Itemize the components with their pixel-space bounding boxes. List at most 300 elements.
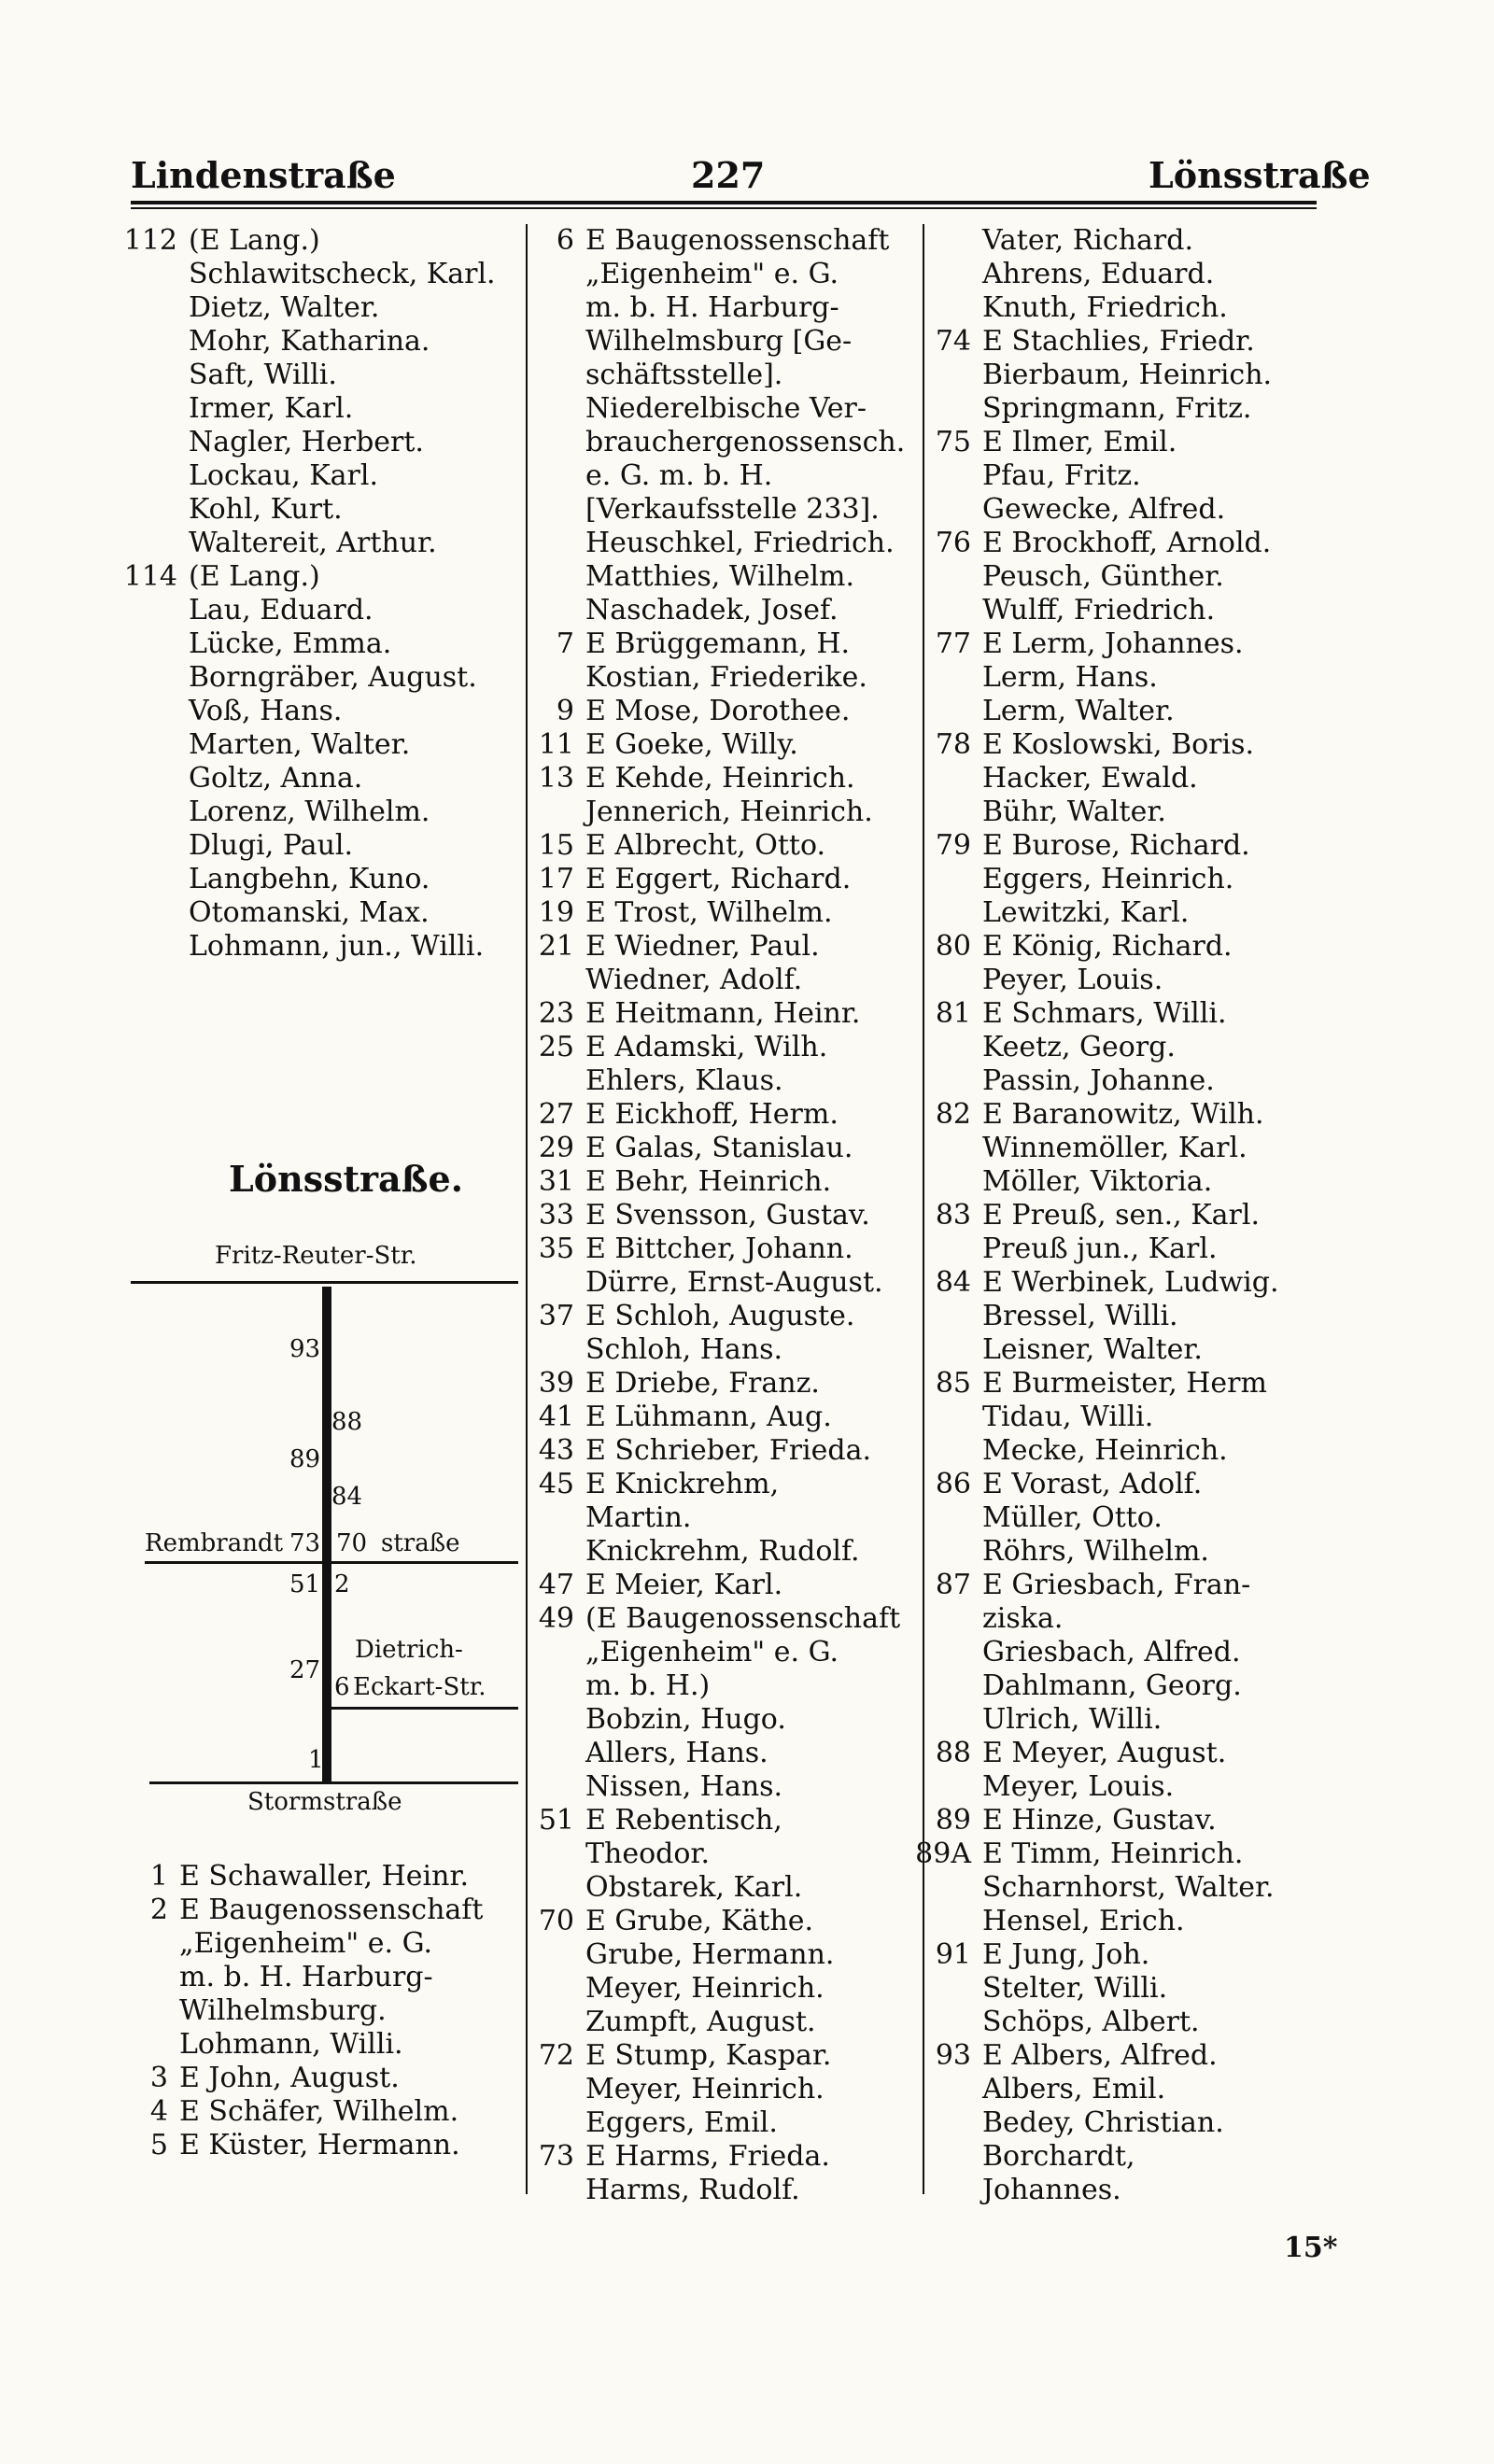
list-item (915, 695, 1317, 728)
entry-text: Müller, Otto. (982, 1501, 1163, 1534)
entry-text: E Lühmann, Aug. (585, 1401, 832, 1433)
house-number: 21 (538, 930, 574, 963)
house-number: 73 (538, 2140, 574, 2173)
list-item (915, 2140, 1317, 2174)
entry-text: Eggers, Emil. (585, 2106, 778, 2139)
list-item (121, 896, 523, 930)
list-item (121, 291, 523, 325)
list-item (518, 1266, 929, 1300)
entry-text: E Meier, Karl. (585, 1569, 783, 1601)
entry-text: Ehlers, Klaus. (585, 1064, 783, 1097)
entry-text: Winnemöller, Karl. (982, 1132, 1247, 1164)
house-number: 41 (538, 1401, 574, 1433)
entry-text: Röhrs, Wilhelm. (982, 1535, 1209, 1568)
list-item (121, 762, 523, 796)
entry-text: Mecke, Heinrich. (982, 1434, 1228, 1467)
entry-text: (E Baugenossenschaft (585, 1602, 901, 1635)
top-street-line (131, 1281, 518, 1284)
list-item (518, 1972, 929, 2006)
column-1-bottom-entries (112, 1860, 523, 2162)
section-title: Lönsstraße. (229, 1158, 463, 1200)
list-item (518, 2039, 929, 2073)
house-number: 6 (556, 224, 574, 257)
entry-text: Wilhelmsburg [Ge- (585, 325, 853, 358)
list-item (915, 1401, 1317, 1434)
list-item (518, 258, 929, 291)
list-item (518, 2174, 929, 2207)
entry-text: Lohmann, Willi. (179, 2028, 403, 2061)
header-rule-thin (131, 207, 1317, 209)
entry-text: e. G. m. b. H. (585, 459, 773, 492)
list-item (518, 1837, 929, 1871)
list-item (915, 224, 1317, 258)
entry-text: Lerm, Hans. (982, 661, 1158, 694)
list-item (518, 2073, 929, 2106)
entry-text: E Wiedner, Paul. (585, 930, 820, 963)
list-item (518, 964, 929, 997)
list-item (915, 1569, 1317, 1602)
list-item (518, 1669, 929, 1703)
house-number: 27 (538, 1098, 574, 1131)
entry-text: „Eigenheim" e. G. (585, 1636, 839, 1668)
list-item (915, 1165, 1317, 1199)
entry-text: Bühr, Walter. (982, 796, 1166, 828)
list-item (121, 224, 523, 258)
house-number: 17 (538, 863, 574, 895)
entry-text: E Heitmann, Heinr. (585, 997, 861, 1030)
list-item (915, 258, 1317, 291)
house-number: 75 (935, 426, 971, 458)
entry-text: Peyer, Louis. (982, 964, 1163, 996)
list-item (915, 291, 1317, 325)
house-number: 7 (556, 627, 574, 660)
entry-text: E Eggert, Richard. (585, 863, 852, 895)
header-rule (131, 201, 1317, 204)
house-number: 37 (538, 1300, 574, 1332)
entry-text: Vater, Richard. (982, 224, 1193, 257)
list-item (915, 1098, 1317, 1132)
entry-text: Schlawitscheck, Karl. (189, 258, 496, 290)
entry-text: Scharnhorst, Walter. (982, 1871, 1275, 1904)
entry-text: ziska. (982, 1602, 1064, 1635)
entry-text: Heuschkel, Friedrich. (585, 527, 895, 559)
list-item (121, 527, 523, 560)
list-item (121, 325, 523, 359)
list-item (518, 1031, 929, 1064)
house-number: 3 (149, 2062, 168, 2094)
entry-text: Schöps, Albert. (982, 2006, 1200, 2038)
list-item (518, 1501, 929, 1535)
main-road (322, 1287, 331, 1781)
entry-text: E Schawaller, Heinr. (179, 1860, 470, 1893)
list-item (121, 493, 523, 527)
house-number: 1 (308, 1746, 324, 1774)
house-number: 112 (123, 224, 177, 257)
list-item (518, 291, 929, 325)
house-number: 74 (935, 325, 971, 358)
house-number: 5 (149, 2129, 168, 2161)
list-item (518, 1804, 929, 1837)
list-item (518, 1905, 929, 1938)
entry-text: E Koslowski, Boris. (982, 728, 1255, 761)
list-item (121, 930, 523, 964)
entry-text: Harms, Rudolf. (585, 2174, 800, 2206)
entry-text: m. b. H. Harburg- (585, 291, 839, 324)
entry-text: E Adamski, Wilh. (585, 1031, 828, 1063)
list-item (518, 426, 929, 459)
entry-text: Mohr, Katharina. (189, 325, 430, 358)
house-number: 87 (935, 1569, 971, 1601)
house-number: 2 (149, 1894, 168, 1926)
list-item (915, 1535, 1317, 1569)
list-item (121, 392, 523, 426)
list-item (915, 1031, 1317, 1064)
list-item (518, 1064, 929, 1098)
entry-text: E Meyer, August. (982, 1737, 1227, 1769)
house-number: 114 (123, 560, 177, 593)
entry-text: Möller, Viktoria. (982, 1165, 1213, 1198)
entry-text: E Burose, Richard. (982, 829, 1250, 862)
entry-text: Eggers, Heinrich. (982, 863, 1234, 895)
list-item (915, 728, 1317, 762)
entry-text: E Jung, Joh. (982, 1938, 1150, 1971)
entry-text: Bedey, Christian. (982, 2106, 1224, 2139)
entry-text: Meyer, Louis. (982, 1770, 1175, 1803)
entry-text: Peusch, Günther. (982, 560, 1224, 593)
house-number: 11 (538, 728, 574, 761)
house-number: 6 (334, 1673, 350, 1701)
house-number: 77 (935, 627, 971, 660)
list-item (915, 896, 1317, 930)
entry-text: Springmann, Fritz. (982, 392, 1252, 425)
list-item (518, 695, 929, 728)
house-number: 25 (538, 1031, 574, 1063)
entry-text: E Eickhoff, Herm. (585, 1098, 839, 1131)
entry-text: Tidau, Willi. (982, 1401, 1154, 1433)
list-item (121, 359, 523, 392)
entry-text: Dahlmann, Georg. (982, 1669, 1242, 1702)
entry-text: Meyer, Heinrich. (585, 2073, 825, 2105)
entry-text: E Albrecht, Otto. (585, 829, 826, 862)
house-number: 89 (935, 1804, 971, 1837)
list-item (915, 1871, 1317, 1905)
house-number: 78 (935, 728, 971, 761)
entry-text: Kohl, Kurt. (189, 493, 343, 526)
list-item (518, 2106, 929, 2140)
entry-text: E Rebentisch, (585, 1804, 782, 1837)
entry-text: E Vorast, Adolf. (982, 1468, 1203, 1500)
house-number: 73 (289, 1529, 321, 1557)
entry-text: Goltz, Anna. (189, 762, 363, 795)
entry-text: Otomanski, Max. (189, 896, 430, 929)
list-item (112, 1994, 523, 2028)
header-left: Lindenstraße (131, 154, 396, 196)
list-item (915, 1737, 1317, 1770)
list-item (915, 1232, 1317, 1266)
entry-text: schäftsstelle]. (585, 359, 783, 391)
list-item (915, 863, 1317, 896)
list-item (112, 1894, 523, 1927)
house-number: 51 (538, 1804, 574, 1837)
list-item (518, 594, 929, 627)
entry-text: Voß, Hans. (189, 695, 343, 727)
entry-text: E Harms, Frieda. (585, 2140, 830, 2173)
list-item (518, 1132, 929, 1165)
entry-text: Johannes. (982, 2174, 1121, 2206)
list-item (121, 594, 523, 627)
entry-text: E Kehde, Heinrich. (585, 762, 855, 795)
entry-text: Borngräber, August. (189, 661, 477, 694)
list-item (915, 1703, 1317, 1737)
entry-text: Nissen, Hans. (585, 1770, 783, 1803)
column-2-entries (518, 224, 929, 2207)
entry-text: Ulrich, Willi. (982, 1703, 1163, 1736)
list-item (121, 459, 523, 493)
street-map (131, 1242, 523, 1816)
list-item (518, 1569, 929, 1602)
list-item (915, 1905, 1317, 1938)
entry-text: Dürre, Ernst-August. (585, 1266, 883, 1299)
cross-street-right: straße (381, 1529, 460, 1557)
list-item (518, 930, 929, 964)
list-item (915, 1300, 1317, 1333)
list-item (518, 560, 929, 594)
list-item (518, 863, 929, 896)
header-right: Lönsstraße (1149, 154, 1371, 196)
house-number: 27 (289, 1656, 321, 1684)
list-item (915, 2039, 1317, 2073)
entry-text: Ahrens, Eduard. (982, 258, 1215, 290)
entry-text: E Grube, Käthe. (585, 1905, 814, 1937)
house-number: 80 (935, 930, 971, 963)
entry-text: E Knickrehm, (585, 1468, 780, 1500)
list-item (518, 224, 929, 258)
list-item (915, 1804, 1317, 1837)
list-item (915, 796, 1317, 829)
list-item (518, 1333, 929, 1367)
entry-text: Lockau, Karl. (189, 459, 379, 492)
house-number: 47 (538, 1569, 574, 1601)
entry-text: E Galas, Stanislau. (585, 1132, 853, 1164)
entry-text: Wiedner, Adolf. (585, 964, 803, 996)
cross-street-line (145, 1561, 518, 1564)
entry-text: E Hinze, Gustav. (982, 1804, 1217, 1837)
list-item (518, 1300, 929, 1333)
list-item (518, 661, 929, 695)
entry-text: Gewecke, Alfred. (982, 493, 1226, 526)
list-item (518, 829, 929, 863)
entry-text: Bressel, Willi. (982, 1300, 1178, 1332)
list-item (915, 2073, 1317, 2106)
list-item (518, 527, 929, 560)
list-item (915, 1434, 1317, 1468)
entry-text: E Werbinek, Ludwig. (982, 1266, 1279, 1299)
house-number: 86 (935, 1468, 971, 1500)
list-item (518, 627, 929, 661)
entry-text: Langbehn, Kuno. (189, 863, 430, 895)
side-street-label-1: Dietrich- (355, 1636, 463, 1664)
entry-text: „Eigenheim" e. G. (585, 258, 839, 290)
entry-text: Irmer, Karl. (189, 392, 354, 425)
entry-text: Theodor. (585, 1837, 710, 1870)
entry-text: E Schäfer, Wilhelm. (179, 2095, 459, 2128)
list-item (915, 1602, 1317, 1636)
list-item (915, 493, 1317, 527)
entry-text: E Baugenossenschaft (179, 1894, 484, 1926)
house-number: 39 (538, 1367, 574, 1400)
list-item (518, 2006, 929, 2039)
list-item (915, 2174, 1317, 2207)
list-item (518, 762, 929, 796)
list-item (121, 560, 523, 594)
entry-text: Saft, Willi. (189, 359, 337, 391)
list-item (915, 997, 1317, 1031)
list-item (518, 1938, 929, 1972)
entry-text: E Griesbach, Fran- (982, 1569, 1251, 1601)
list-item (112, 2028, 523, 2062)
list-item (915, 527, 1317, 560)
list-item (518, 896, 929, 930)
house-number: 79 (935, 829, 971, 862)
house-number: 31 (538, 1165, 574, 1198)
list-item (518, 1602, 929, 1636)
house-number: 93 (289, 1335, 321, 1363)
list-item (518, 1871, 929, 1905)
list-item (112, 1860, 523, 1894)
entry-text: E Baugenossenschaft (585, 224, 890, 257)
house-number: 9 (556, 695, 574, 727)
list-item (915, 459, 1317, 493)
entry-text: Hensel, Erich. (982, 1905, 1185, 1937)
entry-text: Borchardt, (982, 2140, 1135, 2173)
entry-text: Naschadek, Josef. (585, 594, 839, 627)
list-item (915, 1266, 1317, 1300)
list-item (915, 1367, 1317, 1401)
entry-text: Lohmann, jun., Willi. (189, 930, 485, 963)
list-item (915, 1938, 1317, 1972)
entry-text: Nagler, Herbert. (189, 426, 424, 458)
list-item (518, 1401, 929, 1434)
house-number: 88 (331, 1408, 363, 1436)
entry-text: E Mose, Dorothee. (585, 695, 851, 727)
list-item (518, 1098, 929, 1132)
entry-text: Kostian, Friederike. (585, 661, 867, 694)
entry-text: Bobzin, Hugo. (585, 1703, 786, 1736)
list-item (518, 1367, 929, 1401)
list-item (915, 1064, 1317, 1098)
entry-text: Dlugi, Paul. (189, 829, 354, 862)
entry-text: Passin, Johanne. (982, 1064, 1215, 1097)
entry-text: Stelter, Willi. (982, 1972, 1168, 2005)
house-number: 85 (935, 1367, 971, 1400)
entry-text: (E Lang.) (189, 224, 320, 257)
entry-text: Grube, Hermann. (585, 1938, 835, 1971)
entry-text: Pfau, Fritz. (982, 459, 1141, 492)
list-item (112, 1927, 523, 1961)
list-item (915, 661, 1317, 695)
house-number: 81 (935, 997, 971, 1030)
house-number: 15 (538, 829, 574, 862)
house-number: 84 (935, 1266, 971, 1299)
entry-text: E Preuß, sen., Karl. (982, 1199, 1260, 1232)
entry-text: E Burmeister, Herm (982, 1367, 1267, 1400)
house-number: 83 (935, 1199, 971, 1232)
side-street-label-2: Eckart-Str. (353, 1673, 486, 1701)
list-item (518, 1535, 929, 1569)
house-number: 4 (149, 2095, 168, 2128)
entry-text: E Küster, Hermann. (179, 2129, 460, 2161)
entry-text: Schloh, Hans. (585, 1333, 783, 1366)
list-item (915, 964, 1317, 997)
house-number: 88 (935, 1737, 971, 1769)
entry-text: E Albers, Alfred. (982, 2039, 1218, 2072)
cross-street-left: Rembrandt (145, 1529, 284, 1557)
entry-text: (E Lang.) (189, 560, 320, 593)
entry-text: Preuß jun., Karl. (982, 1232, 1218, 1265)
house-number: 70 (336, 1529, 368, 1557)
list-item (518, 2140, 929, 2174)
list-item (915, 325, 1317, 359)
list-item (518, 1232, 929, 1266)
list-item (915, 762, 1317, 796)
footer-signature: 15* (1284, 2232, 1338, 2264)
list-item (915, 1636, 1317, 1669)
entry-text: Meyer, Heinrich. (585, 1972, 825, 2005)
bottom-street-line (149, 1781, 518, 1784)
house-number: 89 (289, 1445, 321, 1473)
list-item (121, 728, 523, 762)
entry-text: Knickrehm, Rudolf. (585, 1535, 860, 1568)
list-item (112, 2095, 523, 2129)
list-item (915, 1837, 1317, 1871)
entry-text: Lücke, Emma. (189, 627, 392, 660)
entry-text: brauchergenossensch. (585, 426, 906, 458)
house-number: 23 (538, 997, 574, 1030)
list-item (518, 493, 929, 527)
entry-text: Bierbaum, Heinrich. (982, 359, 1273, 391)
entry-text: E König, Richard. (982, 930, 1233, 963)
house-number: 93 (935, 2039, 971, 2072)
list-item (518, 1703, 929, 1737)
entry-text: Keetz, Georg. (982, 1031, 1176, 1063)
top-street-label: Fritz-Reuter-Str. (215, 1242, 417, 1270)
entry-text: E Schmars, Willi. (982, 997, 1227, 1030)
entry-text: Martin. (585, 1501, 692, 1534)
house-number: 2 (334, 1570, 350, 1598)
entry-text: Marten, Walter. (189, 728, 411, 761)
list-item (915, 1972, 1317, 2006)
entry-text: E Svensson, Gustav. (585, 1199, 870, 1232)
list-item (915, 1501, 1317, 1535)
entry-text: Wilhelmsburg. (179, 1994, 387, 2027)
house-number: 89A (915, 1837, 971, 1870)
entry-text: Lerm, Walter. (982, 695, 1175, 727)
list-item (518, 359, 929, 392)
house-number: 35 (538, 1232, 574, 1265)
entry-text: m. b. H.) (585, 1669, 711, 1702)
entry-text: E Driebe, Franz. (585, 1367, 820, 1400)
entry-text: Allers, Hans. (585, 1737, 768, 1769)
house-number: 72 (538, 2039, 574, 2072)
list-item (518, 325, 929, 359)
house-number: 43 (538, 1434, 574, 1467)
list-item (518, 459, 929, 493)
column-1-entries (121, 224, 523, 964)
list-item (121, 829, 523, 863)
bottom-street-label: Stormstraße (247, 1788, 402, 1816)
house-number: 19 (538, 896, 574, 929)
entry-text: Albers, Emil. (982, 2073, 1166, 2105)
